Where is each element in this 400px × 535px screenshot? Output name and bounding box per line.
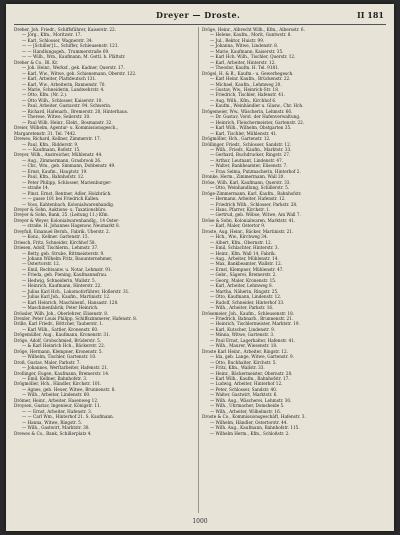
directory-entry: — straße. H. Johannes Hagenow, Neumarkt 8. xyxy=(22,223,120,229)
directory-entry: — Wilhelm, Tischler, Gartenstr. 10. xyxy=(22,354,97,360)
directory-entry: Droysen, Gustav, Ingenieur, Königstr. 11. xyxy=(14,403,102,409)
directory-entry: — Karl, Arbeiter, Plattdeutsch 131. xyxy=(22,76,97,82)
directory-entry: — Wilh., Friedr., Kaufm., Marktstr. 33. xyxy=(210,146,292,152)
directory-entry: — Heinrich, Tischlermeister, Marktstr. 19. xyxy=(210,321,300,327)
directory-entry: Drexler, Peter Louis Philipp, Schiffszimmerer, Hafenstr. 8. xyxy=(14,316,138,322)
directory-entry: — Hch., Ww., Kirchweg 34. xyxy=(210,234,268,240)
directory-entry: Dronke, Herm., Zimmermann, Wall 20. xyxy=(202,174,285,180)
directory-entry: — Maschinenfabrik, Peter Heinrich. xyxy=(22,305,99,311)
directory-entry: Dreyer & Sohn, Auktions- u. Taxationsbüro. xyxy=(14,206,107,212)
directory-entry: — Wilh. Aug., Wäscherei, Lehmstr. 30. xyxy=(210,397,292,403)
directory-entry: Drössler, Wilh. Joh., Oberlehrer, Elisenstr. 8. xyxy=(14,310,109,316)
directory-entry: — Ernst, Klempner, Mühlenstr. 47. xyxy=(210,266,284,272)
directory-entry: — Gertrud, geb. Wöbse, Witwe, Am Wall 7. xyxy=(210,212,301,218)
directory-entry: — Walter, Gastwirt, Marktstr. 6. xyxy=(210,392,278,398)
directory-entry: — Karl Wilh., Wilhelm, Obstgarten 35. xyxy=(210,125,292,131)
directory-entry: — Ida, geb. Lange, Witwe, Gartenstr. 9. xyxy=(210,354,295,360)
directory-entry: Droß, Gustav, Maler, Parkstr. 7. xyxy=(14,359,81,365)
directory-entry: — Jörg., Kfm., Moritzstr. 17. xyxy=(22,32,82,38)
directory-entry: Dreyer & Sohn, Bank, 25. (Leitung 11.) Kfm. xyxy=(14,212,109,218)
directory-entry: — Marie, Schneiderin, Landwehrstr. 4. xyxy=(22,86,105,92)
directory-entry: Margaretenstr. 31. Tel. 7442. xyxy=(14,130,77,136)
directory-entry: — Paul, Kfm., Bahnhofstr. 12. xyxy=(22,174,85,180)
header-rule xyxy=(14,24,386,25)
directory-entry: Dröse & Sohn, Kolonialwaren, Marktstr. 41. xyxy=(202,217,296,223)
directory-entry: — Ernst, Kaufm., Hauptstr. 19. xyxy=(22,168,88,174)
directory-entry: — Marie, Kaufmann. Kaiserstr. 35. xyxy=(210,48,284,54)
directory-entry: — Joh. Heinr., Werksf., gek. Kadner, Querstr. 17. xyxy=(22,65,125,71)
directory-entry: — Otto, Weinhandlung, Schillerstr. 5. xyxy=(210,185,290,191)
directory-entry: — Otto, Kfm. (Nr. 2.). xyxy=(22,92,68,98)
directory-entry: — Wilhelm, Händler, Ostertorstr. 44. xyxy=(210,419,288,425)
directory-entry: — — [Schiller] L., Schiffer, Schleusenstr. 121. xyxy=(22,43,119,49)
directory-entry: — Karl, Tischler, Mühlenstr. 41. xyxy=(210,130,278,136)
directory-entry: — Konz., Kellner. Gartenstr. 15. xyxy=(22,234,89,240)
directory-entry: — Hedwig, Schneiderin, Wallstr. 5. xyxy=(22,277,97,283)
directory-entry: Drögmöller, Hch., Gartenstr. 12. xyxy=(202,136,271,142)
footer-page-number: 1000 xyxy=(192,518,208,525)
directory-entry: — Aug. Wilh., Kfm., Kirchhof 6. xyxy=(210,97,277,103)
directory-entry: Drömer, Heinr., Arbeiter, Hasenweg 12. xyxy=(14,397,99,403)
directory-entry: — Pinst. Ernst, Rentner, Adler, Holzbräch. xyxy=(22,190,112,196)
directory-entry: — Walter, Bankbeamter, Elisenstr. 7. xyxy=(210,163,288,169)
directory-entry: Dreher & Co., Bl. Kr. xyxy=(14,59,59,65)
directory-entry: — Georg, Maler, Kronenstr. 15. xyxy=(210,277,277,283)
directory-entry: — Max, Bankbeamter, Wallstr. 12. xyxy=(210,261,282,267)
directory-entry: — Karl, Maler, Ostertor 9. xyxy=(210,223,266,229)
directory-entry: — Arthur, Leutnant, Lindenstr. 47. xyxy=(210,157,284,163)
directory-entry: — — Carl Wm., Hinterhof 21. S. Kaufmann. xyxy=(22,414,115,420)
directory-entry: — Karl, Arbeiter, Hinterstr. 12. xyxy=(210,59,276,65)
directory-entry: — Albert, Kfm., Obernstr. 12. xyxy=(210,239,273,245)
directory-entry: — Karl, Arbeiter, Lehmweg 8. xyxy=(210,283,274,289)
directory-entry: Drögel, H. & R., Kaufm.- u. Gewerbegesch. xyxy=(202,70,294,76)
directory-entry: — Michael, Kaufm., Lehmweg 20. xyxy=(210,81,282,87)
directory-entry: — Karl Heinrich, Maschinenf., Hansastr. 128. xyxy=(22,299,119,305)
directory-entry: — Friedrich Wilh., Schlosser, Parkstr. 28. xyxy=(210,201,298,207)
directory-entry: — Karl Wilh., Sattler, Kronenstr. 60. xyxy=(22,326,99,332)
directory-entry: — Chr., Wm., geb. Simmann, Dobbenstr. 49. xyxy=(22,163,116,169)
directory-entry: — Gebr., Sägerei, Bremerstr. 2. xyxy=(210,272,277,278)
directory-entry: — Therese, Witwe, Seilerstr. 30. xyxy=(22,114,91,120)
directory-entry: — Aug., Zimmermann, Grasbrook 26. xyxy=(22,157,102,163)
directory-entry: — Karl, Schlosser, Wagnerstr. 34. xyxy=(22,37,93,43)
page-footer xyxy=(6,518,394,525)
directory-entry: — Hermann, Arbeiter, Hafenstr. 12. xyxy=(210,196,286,202)
directory-entry: Dröge, Heinr., Albrecht Wilh., Kfm., Albersstr. 6. xyxy=(202,27,305,32)
directory-entry: — Julius Karl Hch., Lokomotivführer, Hollerstr. 31. xyxy=(22,288,130,294)
directory-entry: — Martha, Näherin, Ringstr. 25. xyxy=(210,288,279,294)
directory-entry: Droste Karl Heinr., Arbeiter, Ringstr. 12. xyxy=(202,348,288,354)
directory-entry: — Otto Wilh., Schlosser, Kaiserstr. 10. xyxy=(22,97,103,103)
directory-entry: Drollinger, Eugen, Kaufmann, Bremerstr. 14. xyxy=(14,370,110,376)
directory-entry: Drögmöller, Hch., Händler, Kirchstr. 101. xyxy=(14,381,102,387)
directory-entry: — — Ernst, Arbeiter, Hafenstr. 3. xyxy=(22,408,93,414)
directory-entry: — Frau Selma, Putzmacherin, Hinterhof 2. xyxy=(210,168,301,174)
directory-entry: Drögemüller, Aug., Kaufmann, Kronenstr. 31. xyxy=(14,332,111,338)
directory-entry: — Friedrich, Bahnarb., Brunnenstr. 21. xyxy=(210,316,294,322)
directory-entry: — Ludwig, Arbeiter, Hinterhof 12. xyxy=(210,381,283,387)
directory-entry: — Johanna, Witwe, Lindenstr. 8. xyxy=(210,43,279,49)
directory-entry: — Karl, Ww., Arbeiterin, Bannenstr. 70. xyxy=(22,81,106,87)
directory-entry: — Fritz, Kfm., Wallstr. 33. xyxy=(210,365,265,371)
directory-entry: — Helene, Kaufm., Morit, Guntwstr. 8. xyxy=(210,32,292,38)
directory-entry: Dröse, Wilh. Karl, Kaufmann, Querstr. 33. xyxy=(202,179,291,185)
directory-entry: — Rudolf, Schneider, Hinterhof 33. xyxy=(210,299,285,305)
directory-entry: — Kaufm., Weinhändler u. Glasw., Chr. Hch. xyxy=(210,103,304,109)
directory-entry: Drewes & Co., Bank, Schillerplatz 4. xyxy=(14,430,92,436)
directory-entry: — — Kaufmann, Roßstr. 15. xyxy=(22,146,81,152)
directory-entry: — Paul, Kfm., Ridderstr. 9. xyxy=(22,141,79,147)
right-column xyxy=(202,27,386,513)
directory-entry: — Karl, Kutscher, Lindenstr. 9. xyxy=(210,326,276,332)
directory-entry: — Paul Wilh. Heinr., Elekt., Bosmanstr. 32. xyxy=(22,119,113,125)
directory-entry: — Karl Wilh., Kaufm., Bahnhofstr. 17. xyxy=(210,376,290,381)
header-page-number: II 181 xyxy=(357,10,384,20)
directory-entry: — Karl, Ww., Witwe, geb. Schienemann, Oberstr. 122. xyxy=(22,70,137,76)
directory-entry: — — gasse 101 bei Friedrich Kallen. xyxy=(22,196,100,202)
directory-entry: — Frieda, geb. Piening, Kaufmannsfrau. xyxy=(22,272,108,278)
directory-entry: — Wilh., Maurer, Wiesenstr. 18. xyxy=(210,343,278,349)
directory-entry: — Dr. Gustav, Vorst. der Hafenverwaltung. xyxy=(210,114,301,120)
directory-entry: — Wilh., Arbeiter, Lindenstr. 60. xyxy=(22,392,91,398)
directory-entry: — — Wilh., Wm., Kaufmann, M. Gottl. b. Plättstr. xyxy=(22,54,126,60)
directory-entry: Dreher, Joh. Friedr., Schiffsführer, Kaiserstr. 22. xyxy=(14,27,117,32)
directory-entry: — Gerhard, Buchdrucker, Ringstr. 27. xyxy=(210,152,291,158)
left-column xyxy=(14,27,194,513)
directory-entry: — Friedrich, Tischler, Hafenstr. 41. xyxy=(210,92,285,98)
directory-entry: Driesen, Adolf, Tischlerm., Lehmstr. 37. xyxy=(14,245,99,251)
directory-entry: — Wilh., Gastwirt, Marktstr. 30. xyxy=(22,425,90,431)
directory-entry: Dreyfuß, Emanuel Bernh., Fabrik. Überstr. 2. xyxy=(14,228,110,234)
directory-entry: — Heinr., Bäckermeister, Obernstr. 28. xyxy=(210,370,293,376)
directory-entry: — Johann Wilhelm Fritz, Bauunternehmer, xyxy=(22,256,113,262)
directory-entry: — Otto, Kaufmann, Lindenstr. 12. xyxy=(210,294,282,300)
directory-entry: — Emil, Rechtsanw. u. Notar, Lehmstr. 91. xyxy=(22,266,112,272)
directory-entry: — Wilh., Uhrmacher, Domsheide 5. xyxy=(210,403,285,409)
directory-entry: — Hans, Pfarrer, Kirchstr. 1. xyxy=(210,206,271,212)
directory-entry: — & Karl Heinrich Hch., Bäckerstr. 22. xyxy=(22,343,106,349)
directory-entry: — Heinrich, Kaufmann, Hinterstr. 22. xyxy=(22,283,102,289)
directory-entry: — Wilh., Arbeiter, Parkstr. 16. xyxy=(210,305,274,311)
directory-entry: — Jul., Rektor, Huistr. 99. xyxy=(210,37,265,43)
directory-entry: — Paul, Arbeiter, Gustavstr. 94. Schwerin. xyxy=(22,103,112,109)
directory-entry: — Heinr., Kfm. Wall 14, Fabrik. xyxy=(210,250,276,256)
directory-entry: Droste, Aug. Heinr., Bäcker, Martinistr. 21. xyxy=(202,228,294,234)
directory-entry: — Emil, Kellner, Bahnhofstr. 3. xyxy=(22,376,88,381)
directory-entry: — Hanna, Witwe, Ringstr. 5. xyxy=(22,419,83,425)
directory-entry: — Karl Heinr. Kaufm., Brückenstr. 22. xyxy=(210,76,291,82)
directory-entry: — Agnes, geb. Heuer, Witwe, Brunnenstr. 8. xyxy=(22,386,116,392)
directory-entry: Dreyer, Wilh., Anstreicher, Mühlenstr. 44. xyxy=(14,152,103,158)
directory-entry: — Otto, Buchhalter, Kirchstr. 5. xyxy=(210,359,277,365)
directory-entry: — Ostertorstr. 12. xyxy=(22,261,61,267)
directory-entry: — Voss, Kahtenbach, Kolonialwarenhandlg. xyxy=(22,201,115,207)
running-title: Dreyer — Droste. xyxy=(156,10,241,20)
directory-entry: Dröge, Adolf, Grobschmied, Brüderstr. 5. xyxy=(14,337,102,343)
column-divider xyxy=(198,27,199,513)
directory-entry: Drögemeier, Ww., Wäscherin, Lehmstr. 66. xyxy=(202,108,293,114)
directory-entry: — Julius Karl Joh., Kaufm., Martinistr. 12. xyxy=(22,294,111,300)
directory-entry: Dröllinger, Friedr., Schlosser, Sandstr. 12. xyxy=(202,141,292,147)
directory-entry: — Paul Ernst, Lagerhalter, Hafenstr. 41. xyxy=(210,337,296,343)
directory-entry: Drösemeier, Joh., Kaufm., Schleusenstr. 18. xyxy=(202,310,295,316)
directory-entry: Dröge-Zimmermann, Karl, Kaufm., Bahnhofstr. xyxy=(202,190,302,196)
directory-entry: Drewes, Richard, Kellner, Zimmerstr. 17. xyxy=(14,136,102,142)
page-header xyxy=(6,10,394,24)
directory-entry: — Wilh. Aug., Kaufmann, Bahnhofstr. 115. xyxy=(210,425,300,431)
directory-entry: — Wilhelm Herm., Kfm., Schloßstr. 2. xyxy=(210,430,290,436)
directory-entry: Dröge, Hermann, Klempner, Kronenstr. 5. xyxy=(14,348,103,354)
directory-entry: — Gustav, Ww., Heinrich-Str. 18. xyxy=(210,86,280,92)
directory-entry: — Johannes, Werftarbeiter, Hafenstr. 21. xyxy=(22,365,109,371)
directory-entry: Dreier, Wilhelm, Agentur- u. Kommissionsgesch., xyxy=(14,125,119,131)
directory-entry: — Minna, Witwe, Gartenstr. 3. xyxy=(210,332,275,338)
directory-page xyxy=(6,4,394,531)
directory-entry: — Wilh., Arbeiter, Wilhelmstr. 16. xyxy=(210,408,282,414)
directory-entry: Droste & Co., Kommissionsgeschäft, Hafenstr. 3. xyxy=(202,414,306,420)
directory-entry: — straße 14. xyxy=(22,185,50,191)
directory-entry: — Peter Philipp, Schlosser, Marienburger- xyxy=(22,179,112,185)
directory-entry: — Heinrich, Fleischermeister, Gartenstr. 22. xyxy=(210,119,305,125)
directory-entry: Driesch, Fritz, Schneider, Kirchhof 58. xyxy=(14,239,96,245)
directory-entry: — Emil, Schlachter, Hinterstr. 3. xyxy=(210,245,279,251)
directory-entry: — Aug., Arbeiter, Mühlenstr. 14. xyxy=(210,256,279,262)
directory-entry: — Richard, Hafenarb., Bremerstr. 20, Hinterhaus. xyxy=(22,108,129,114)
directory-entry: — Karl Hch. Wilh., Tischler, Querstr. 12. xyxy=(210,54,296,60)
directory-entry: — Betty, geb. Strube, Rittmeisterstr. 9. xyxy=(22,250,105,256)
directory-entry: Drille, Karl Friedr., Böttcher, Tauberstr. 1. xyxy=(14,321,104,327)
directory-entry: — Theodor, Kaufm. H. Tel. 9181. xyxy=(210,65,280,71)
directory-entry: — — Handlungsgeh., Trummerstraße 69. xyxy=(22,48,110,54)
directory-entry: Dreyer & Weyer, Kolonialwarenhandlg., 14 Oster- xyxy=(14,217,120,223)
directory-entry: — Peter, Schlosser, Sandstr. 40. xyxy=(210,386,278,392)
